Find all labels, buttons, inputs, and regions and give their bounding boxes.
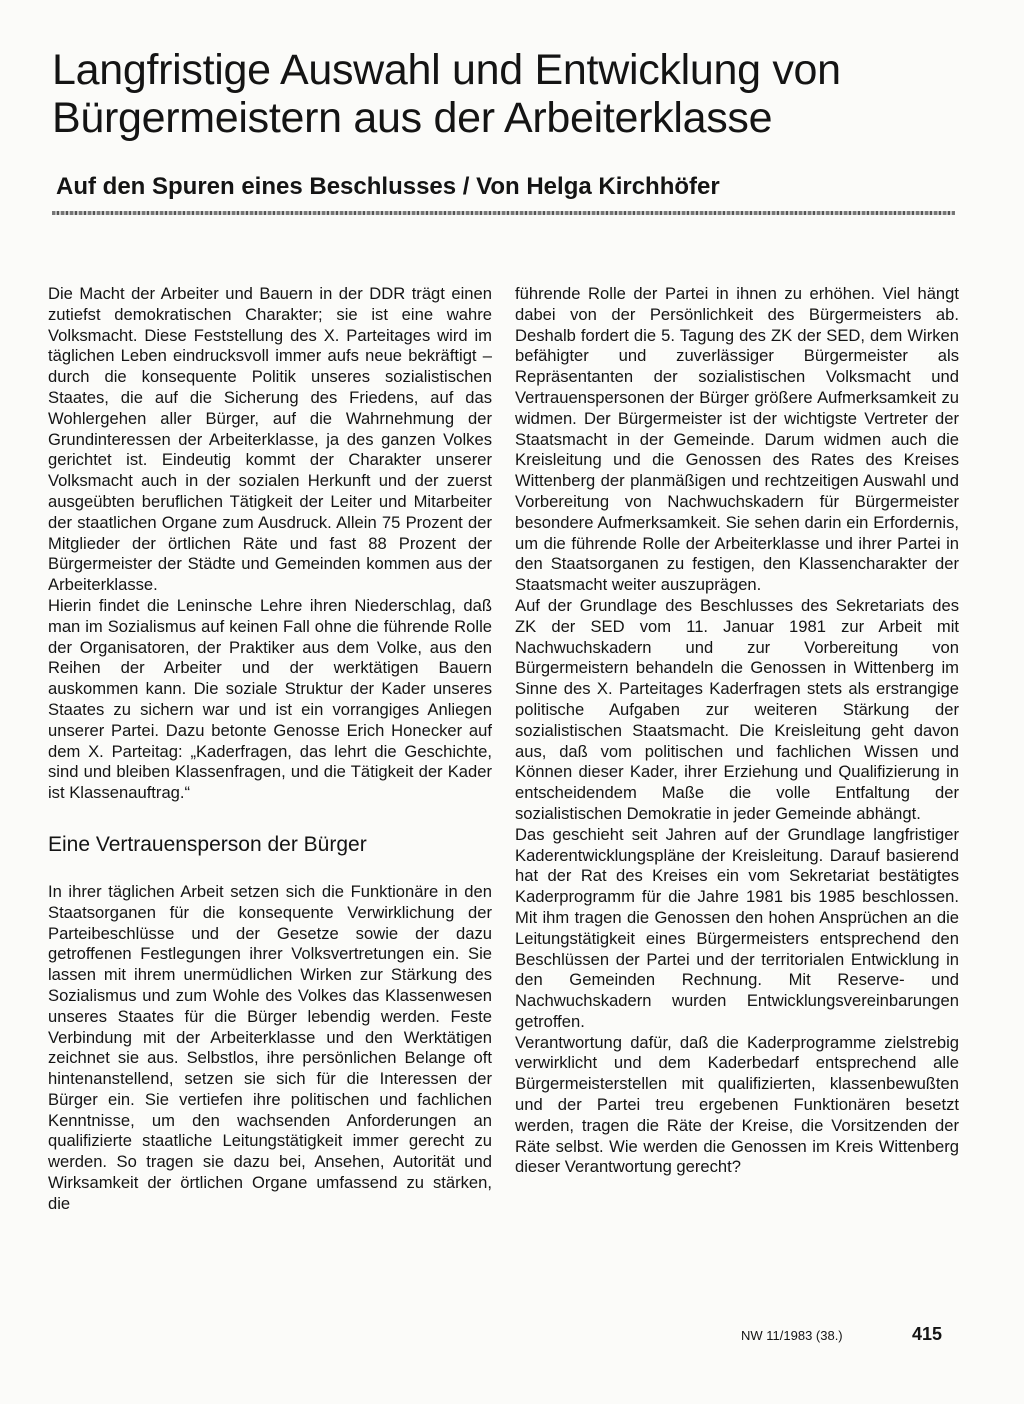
issue-reference: NW 11/1983 (38.) <box>741 1328 843 1343</box>
paragraph: Hierin findet die Leninsche Lehre ihren Niederschlag, daß man im Sozialismus auf keinen Fall ohne die führende Rolle der Organisatoren, der Praktiker aus dem Volke, aus den Reihen der Arbeiter und der werktätigen Bauern auskommen kann. Die soziale Struktur der Kader unseres Staates zu sichern war und ist ein vorrangiges Anliegen unserer Partei. Dazu betonte Genosse Erich Honecker auf dem X. Parteitag: „Kaderfragen, das lehrt die Geschichte, sind und bleiben Klassenfragen, und die Tätigkeit der Kader ist Klassenauftrag.“ <box>48 595 492 803</box>
left-column <box>48 284 492 1215</box>
paragraph: Die Macht der Arbeiter und Bauern in der DDR trägt einen zutiefst demokratischen Charakter; sie ist eine wahre Volksmacht. Diese Feststellung des X. Parteitages wird im täglichen Leben eindrucksvoll immer aufs neue bekräftigt – durch die konsequente Politik unseres sozialistischen Staates, die auf die Sicherung des Friedens, auf das Wohlergehen aller Bürger, auf die Wahrnehmung der Grundinteressen der Arbeiterklasse, ja des ganzen Volkes gerichtet ist. Eindeutig kommt der Charakter unserer Volksmacht auch in der sozialen Herkunft und der zuerst ausgeübten beruflichen Tätigkeit der Leiter und Mitarbeiter der staatlichen Organe zum Ausdruck. Allein 75 Prozent der Mitglieder der örtlichen Räte und fast 88 Prozent der Bürgermeister der Städte und Gemeinden kommen aus der Arbeiterklasse. <box>48 284 492 595</box>
right-column <box>515 284 959 1178</box>
paragraph: Verantwortung dafür, daß die Kaderprogramme zielstrebig verwirklicht und dem Kaderbedarf entsprechend alle Bürgermeisterstellen mit qualifizierten, klassenbewußten und der Partei treu ergebenen Funktionären besetzt werden, tragen die Räte der Kreise, die Vorsitzenden der Räte selbst. Wie werden die Genossen im Kreis Wittenberg dieser Verantwortung gerecht? <box>515 1032 959 1177</box>
article-subtitle: Auf den Spuren eines Beschlusses / Von Helga Kirchhöfer <box>56 173 720 200</box>
article-title: Langfristige Auswahl und Entwicklung von Bürgermeistern aus der Arbeiterklasse <box>52 46 841 142</box>
paragraph: führende Rolle der Partei in ihnen zu erhöhen. Viel hängt dabei von der Persönlichkeit des Bürgermeisters ab. Deshalb fordert die 5. Tagung des ZK der SED, dem Wirken befähigter und zuverlässiger Bürgermeister als Repräsentanten der sozialistischen Volksmacht und Vertrauenspersonen der Bürger größere Aufmerksamkeit zu widmen. Der Bürgermeister ist der wichtigste Vertreter der Staatsmacht in der Gemeinde. Darum widmen auch die Kreisleitung und die Genossen des Rates des Kreises Wittenberg der planmäßigen und rechtzeitigen Auswahl und Vorbereitung von Nachwuchskadern für Bürgermeister besondere Aufmerksamkeit. Sie sehen darin ein Erfordernis, um die führende Rolle der Arbeiterklasse und ihrer Partei in den Staatsorganen zu festigen, den Klassencharakter der Staatsmacht weiter auszuprägen. <box>515 284 959 595</box>
paragraph: Auf der Grundlage des Beschlusses des Sekretariats des ZK der SED vom 11. Januar 1981 zur Arbeit mit Nachwuchskadern und zur Vorbereitung von Bürgermeistern behandeln die Genossen in Wittenberg im Sinne des X. Parteitages Kaderfragen stets als erstrangige politische Aufgaben zur weiteren Stärkung der sozialistischen Staatsmacht. Die Kreisleitung geht davon aus, daß vom politischen und fachlichen Wissen und Können dieser Kader, ihrer Erziehung und Qualifizierung in entscheidendem Maße die volle Entfaltung der sozialistischen Demokratie in jeder Gemeinde abhängt. <box>515 595 959 823</box>
title-divider <box>52 211 955 215</box>
paragraph: Das geschieht seit Jahren auf der Grundlage langfristiger Kaderentwicklungspläne der Kreisleitung. Darauf basierend hat der Rat des Kreises ein vom Sekretariat bestätigtes Kaderprogramm für die Jahre 1981 bis 1985 beschlossen. Mit ihm tragen die Genossen den hohen Ansprüchen an die Leitungstätigkeit eines Bürgermeisters entsprechend den Beschlüssen der Partei und der territorialen Entwicklung in den Gemeinden Rechnung. Mit Reserve- und Nachwuchskadern wurden Entwicklungsvereinbarungen getroffen. <box>515 824 959 1031</box>
page-number: 415 <box>912 1324 943 1344</box>
section-heading: Eine Vertrauensperson der Bürger <box>48 832 367 856</box>
paragraph: In ihrer täglichen Arbeit setzen sich die Funktionäre in den Staatsorganen für die konsequente Verwirklichung der Parteibeschlüsse und der Gesetze sowie der dazu getroffenen Festlegungen ihrer Volksvertretungen ein. Sie lassen mit ihrem unermüdlichen Wirken zur Stärkung des Sozialismus und zum Wohle des Volkes das Klassenwesen unseres Staates für die Bürger lebendig werden. Feste Verbindung mit der Arbeiterklasse und den Werktätigen zeichnet sie aus. Selbstlos, ihre persönlichen Belange oft hintenanstellend, setzen sie sich für die Interessen der Bürger ein. Sie vertiefen ihre politischen und fachlichen Kenntnisse, um den wachsenden Anforderungen an qualifizierte staatliche Leitungstätigkeit immer gerecht zu werden. So tragen sie dazu bei, Ansehen, Autorität und Wirksamkeit der örtlichen Organe umfassend zu stärken, die <box>48 881 492 1213</box>
